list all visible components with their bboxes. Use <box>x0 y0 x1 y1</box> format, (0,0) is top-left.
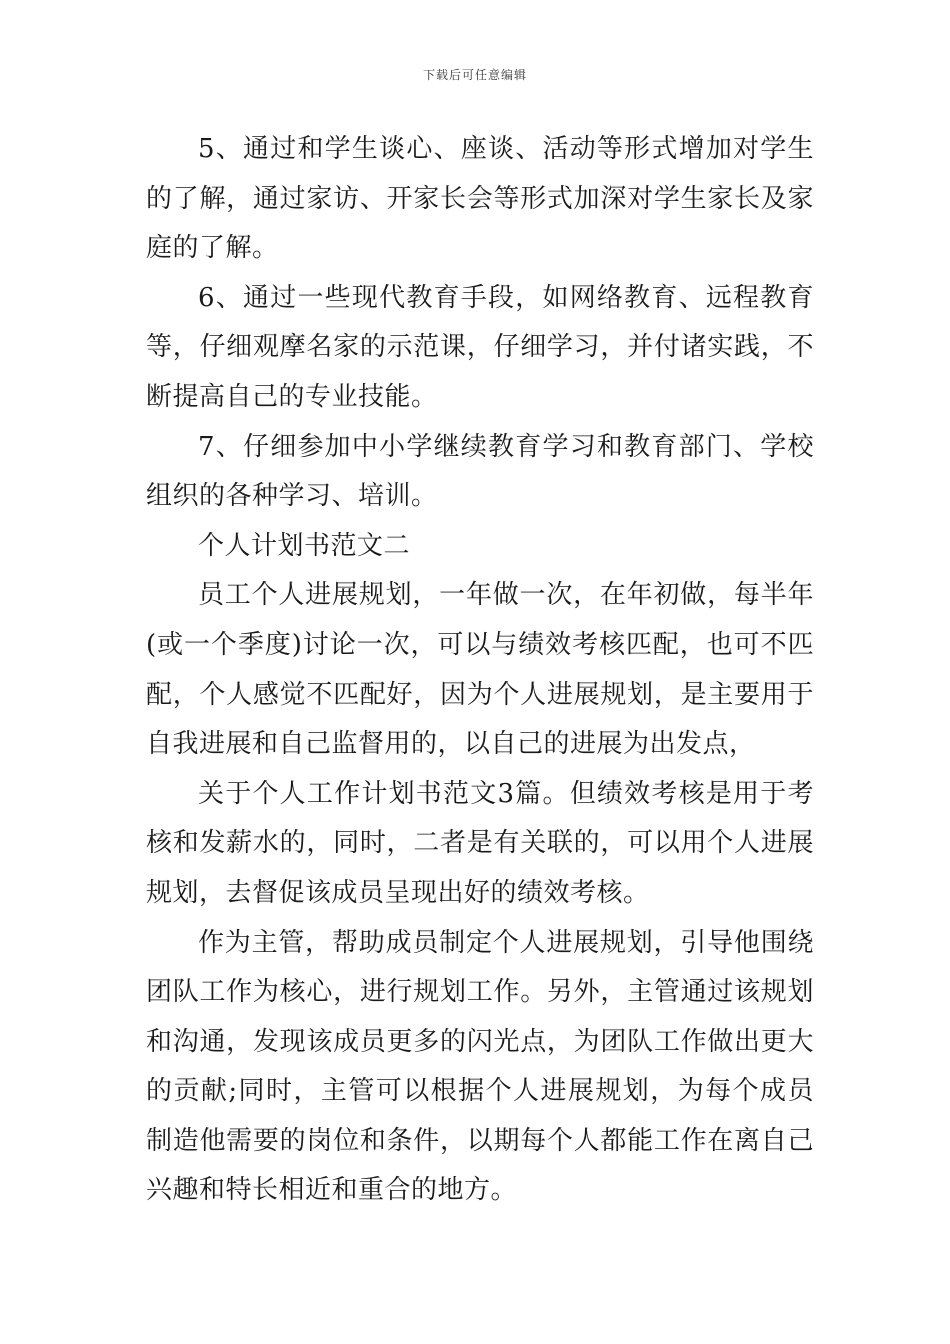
body-text <box>146 125 814 1216</box>
section-heading: 个人计划书范文二 <box>198 530 411 561</box>
paragraph-item-6: 6、通过一些现代教育手段，如网络教育、远程教育等，仔细观摩名家的示范课，仔细学习，并付诸实践，不断提高自己的专业技能。 <box>146 282 814 412</box>
paragraph-item-7: 7、仔细参加中小学继续教育学习和教育部门、学校组织的各种学习、培训。 <box>146 431 814 512</box>
paragraph-item-5: 5、通过和学生谈心、座谈、活动等形式增加对学生的了解，通过家访、开家长会等形式加深对学生家长及家庭的了解。 <box>146 134 814 264</box>
paragraph-planning-intro: 员工个人进展规划，一年做一次，在年初做，每半年(或一个季度)讨论一次，可以与绩效考核匹配，也可不匹配，个人感觉不匹配好，因为个人进展规划，是主要用于自我进展和自己监督用的，以自己的进展为出发点， <box>146 580 814 760</box>
paragraph-manager-role: 作为主管，帮助成员制定个人进展规划，引导他围绕团队工作为核心，进行规划工作。另外，主管通过该规划和沟通，发现该成员更多的闪光点，为团队工作做出更大的贡献;同时，主管可以根据个人进展规划，为每个成员制造他需要的岗位和条件，以期每个人都能工作在离自己兴趣和特长相近和重合的地方。 <box>146 927 814 1206</box>
header-note: 下载后可任意编辑 <box>422 68 527 82</box>
paragraph-appraisal: 关于个人工作计划书范文3篇。但绩效考核是用于考核和发薪水的，同时，二者是有关联的，可以用个人进展规划，去督促该成员呈现出好的绩效考核。 <box>146 778 814 908</box>
